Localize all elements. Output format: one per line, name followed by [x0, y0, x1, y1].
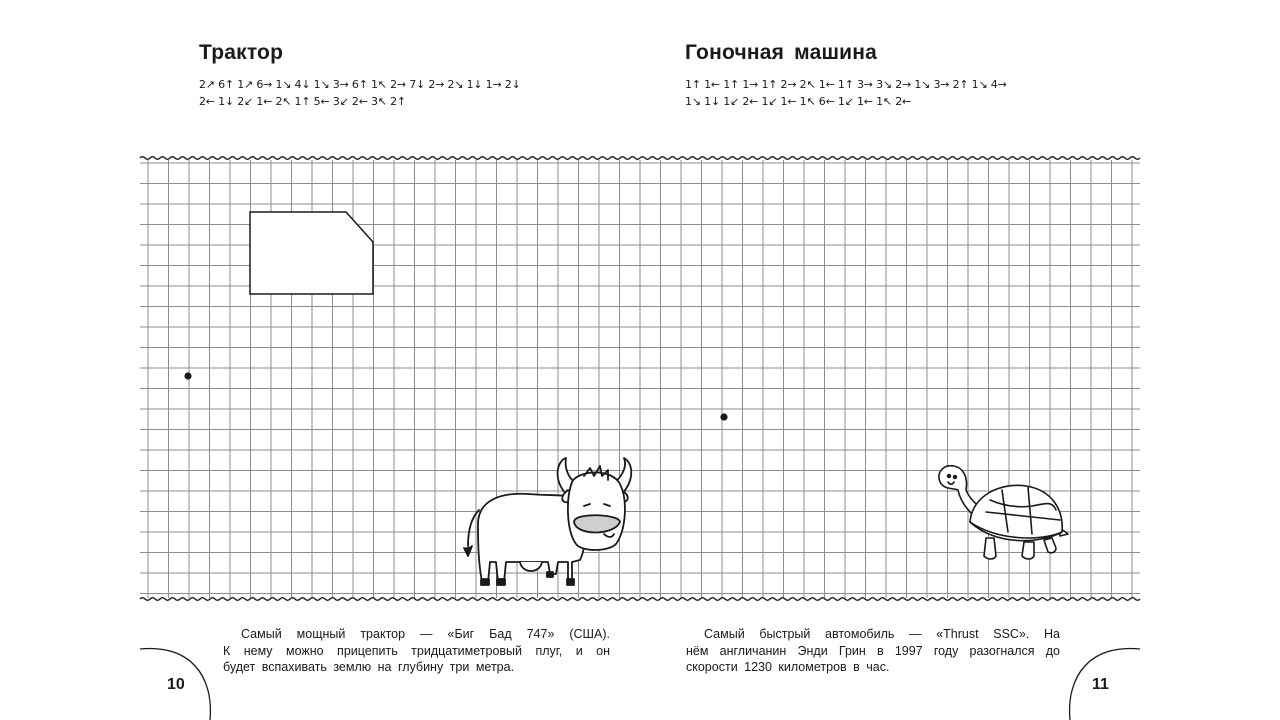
race-car-instructions-line-1: 1↑ 1← 1↑ 1→ 1↑ 2→ 2↖ 1← 1↑ 3→ 3↘ 2→ 1↘ 3→ 2↑ 1↘ 4→ — [685, 78, 1007, 91]
race-car-title: Гоночная машина — [685, 41, 878, 64]
race-car-instructions-line-2: 1↘ 1↓ 1↙ 2← 1↙ 1← 1↖ 6← 1↙ 1← 1↖ 2← — [685, 95, 912, 108]
tractor-fact-line-2: К нему можно прицепить тридцатиметровый плуг, и он — [223, 643, 610, 658]
tractor-title: Трактор — [199, 41, 284, 64]
tractor-instructions-line-1: 2↗ 6↑ 1↗ 6→ 1↘ 4↓ 1↘ 3→ 6↑ 1↖ 2→ 7↓ 2→ 2↘ 1↓ 1→ 2↓ — [199, 78, 521, 91]
race-car-fact-line-3: скорости 1230 километров в час. — [686, 660, 890, 674]
tractor-fact-line-1: Самый мощный трактор — «Биг Бад 747» (США). — [241, 627, 610, 641]
race-car-fact-line-1: Самый быстрый автомобиль — «Thrust SSC». На — [704, 627, 1060, 641]
left-page-number: 10 — [167, 676, 185, 693]
tractor-instructions-line-2: 2← 1↓ 2↙ 1← 2↖ 1↑ 5← 3↙ 2← 3↖ 2↑ — [199, 95, 406, 108]
right-page-number: 11 — [1092, 676, 1109, 693]
race-car-fact-line-2: нём англичанин Энди Грин в 1997 году разогнался до — [686, 643, 1060, 658]
tractor-fact-line-3: будет вспахивать землю на глубину три метра. — [223, 660, 515, 674]
